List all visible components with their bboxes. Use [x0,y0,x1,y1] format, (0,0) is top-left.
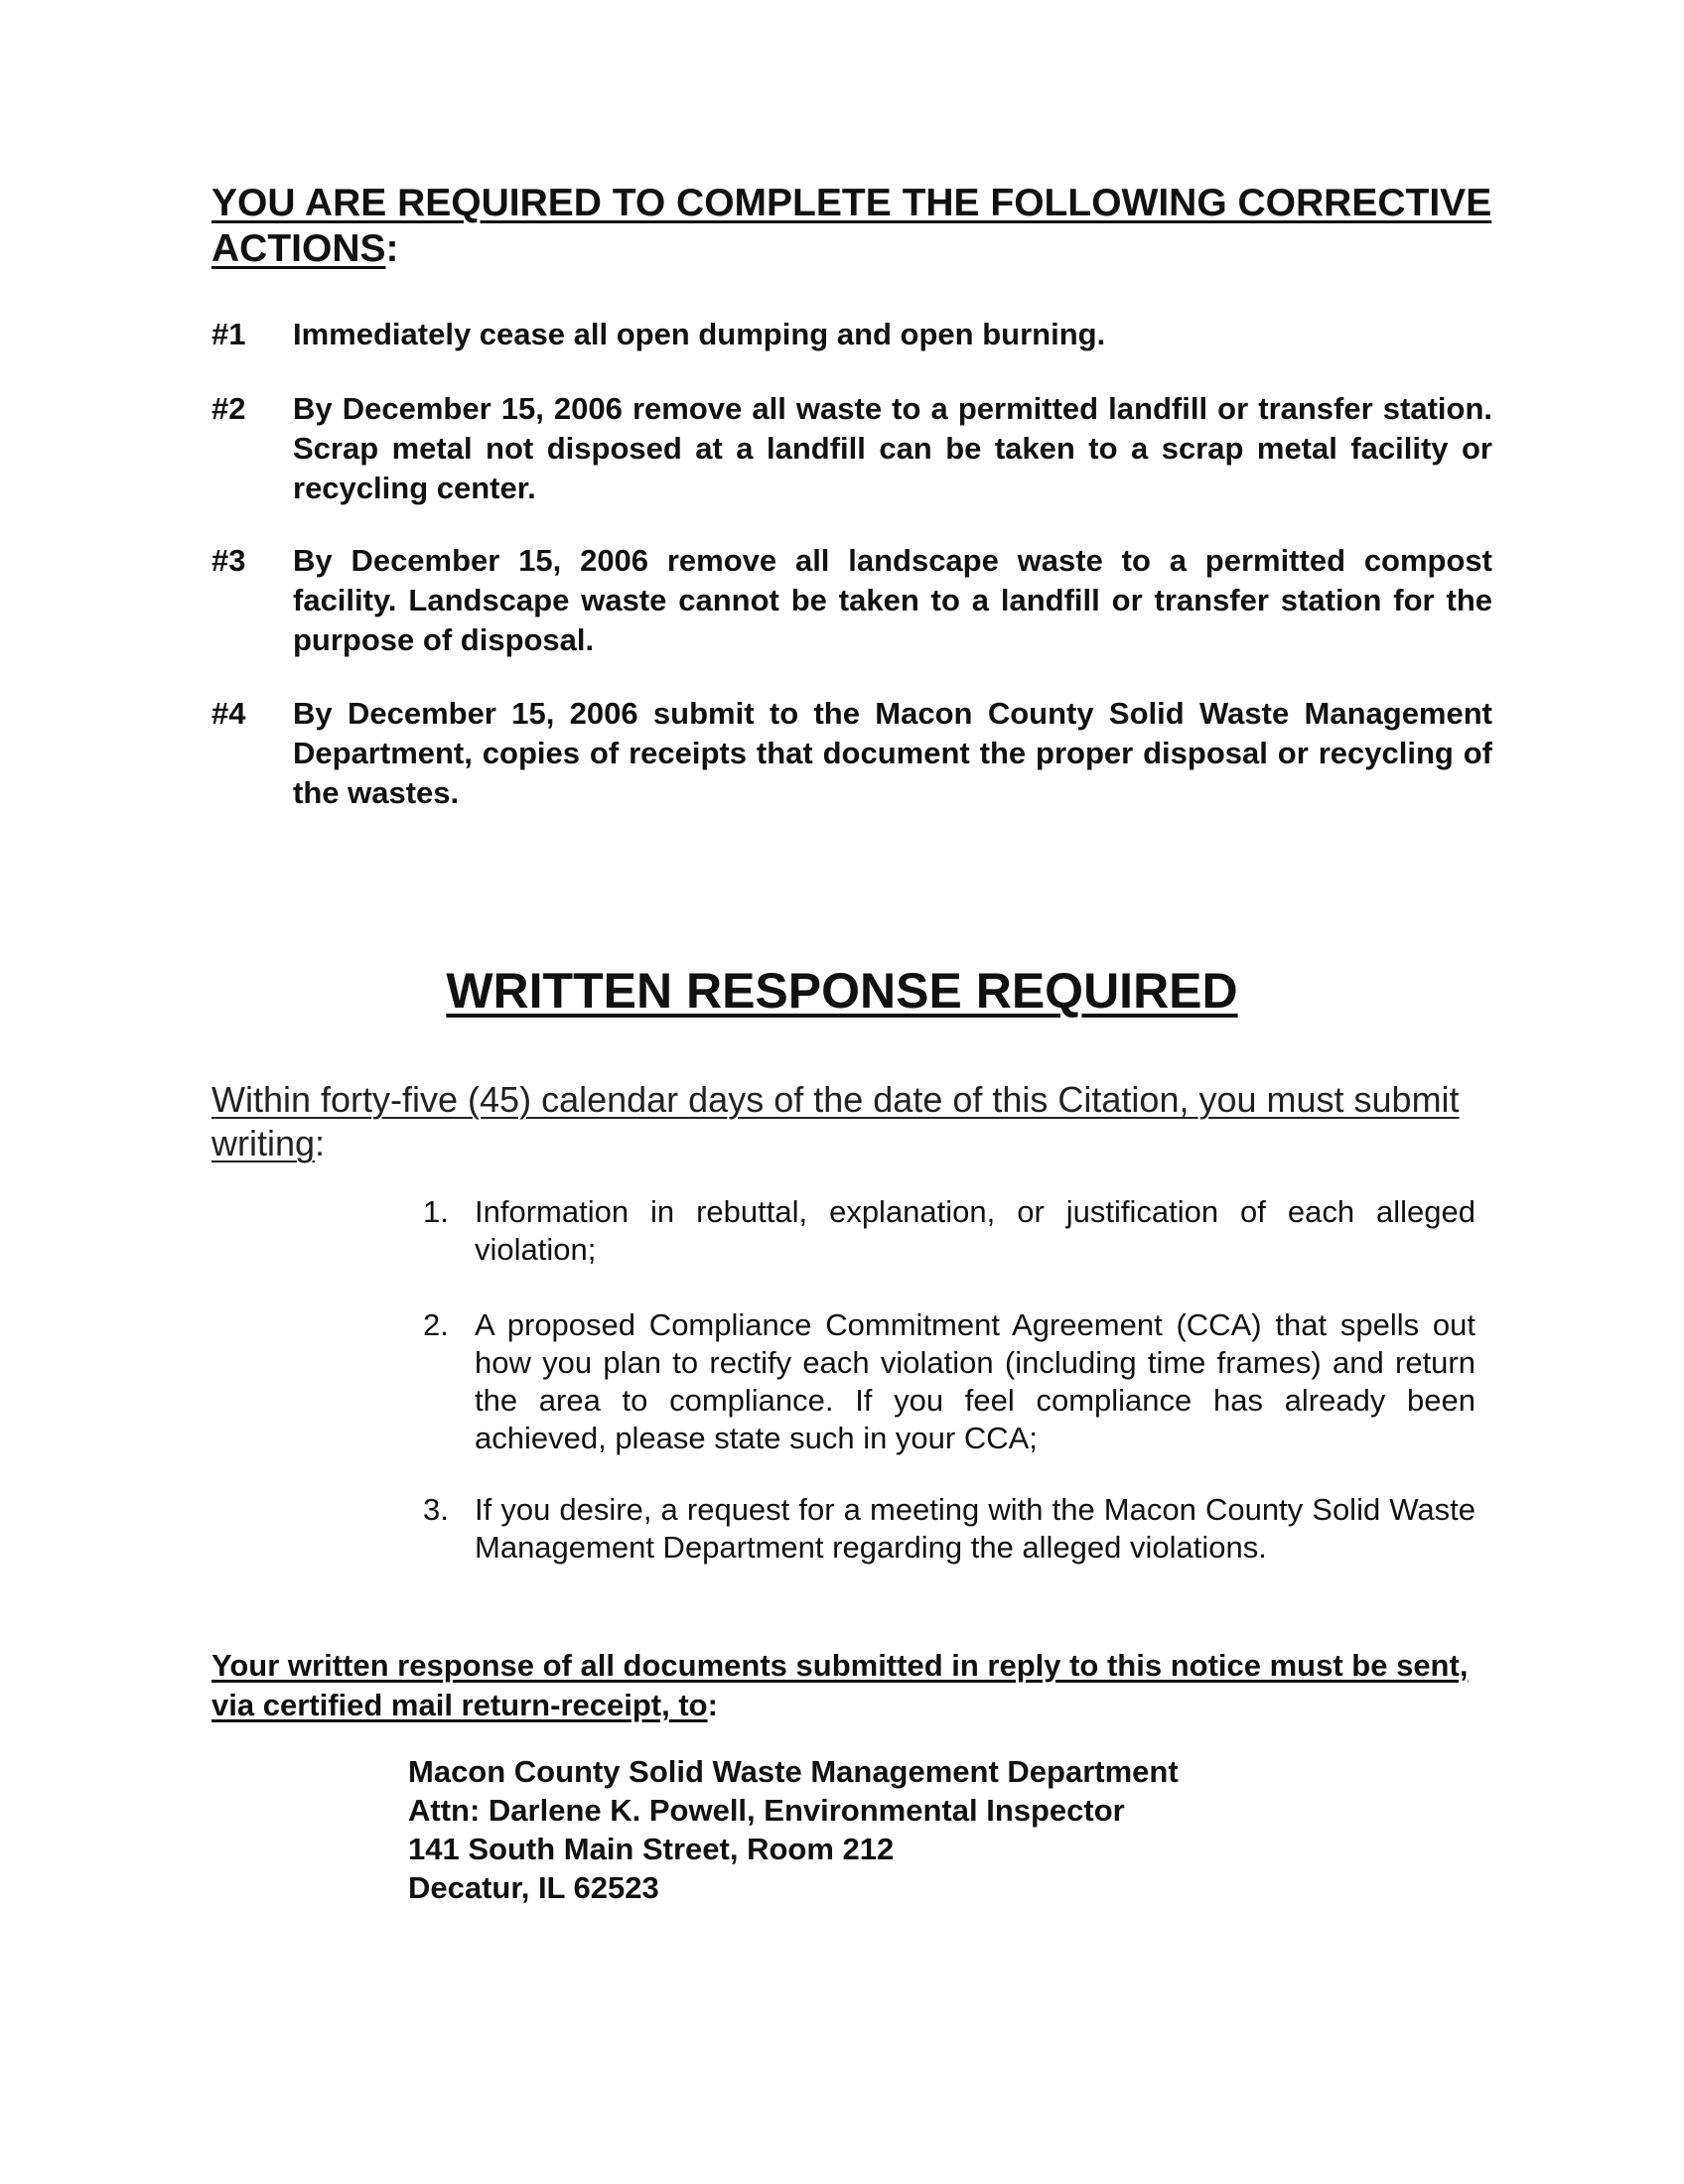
reply-instructions-suffix: : [707,1688,718,1722]
written-response-title-text: WRITTEN RESPONSE REQUIRED [446,963,1238,1019]
corrective-action-number: #4 [211,696,246,731]
response-list-text: If you desire, a request for a meeting with the Macon County Solid Waste Management Department regarding the alleged violations. [475,1492,1475,1565]
corrective-actions-heading-text: YOU ARE REQUIRED TO COMPLETE THE FOLLOWING CORRECTIVE ACTIONS [211,182,1492,270]
corrective-action-text: By December 15, 2006 remove all waste to a permitted landfill or transfer station. Scrap metal not disposed at a landfill can be taken to a scrap metal facility or recycling center. [293,391,1492,505]
response-list-number: 1. [423,1194,449,1229]
written-response-intro-text: Within forty-five (45) calendar days of the date of this Citation, you must submit writing [211,1079,1460,1163]
corrective-action-text: By December 15, 2006 submit to the Macon County Solid Waste Management Department, copies of receipts that document the proper disposal or recycling of the wastes. [293,696,1492,810]
corrective-actions-heading [211,181,1492,272]
written-response-title [0,961,1684,1021]
corrective-actions-heading-suffix: : [385,227,399,270]
written-response-intro [211,1078,1463,1165]
corrective-action-text: Immediately cease all open dumping and open burning. [293,317,1106,351]
address-line-city: Decatur, IL 62523 [408,1870,659,1905]
address-line-department: Macon County Solid Waste Management Department [408,1754,1179,1789]
corrective-action-number: #2 [211,391,246,426]
corrective-action-item [211,389,1492,508]
corrective-action-item [211,541,1492,660]
corrective-action-text: By December 15, 2006 remove all landscape waste to a permitted compost facility. Landscape waste cannot be taken to a landfill or transfer station for the purpose of disposal. [293,543,1492,657]
corrective-action-item [211,694,1492,813]
response-list-number: 2. [423,1307,449,1342]
corrective-action-number: #3 [211,543,246,578]
response-list-item [423,1306,1475,1457]
corrective-action-number: #1 [211,317,246,351]
response-list-text: Information in rebuttal, explanation, or justification of each alleged violation; [475,1194,1475,1267]
response-list-number: 3. [423,1492,449,1527]
mailing-address [408,1752,1401,1907]
corrective-action-item [211,315,1492,354]
address-line-attention: Attn: Darlene K. Powell, Environmental Inspector [408,1793,1125,1828]
reply-instructions-text: Your written response of all documents submitted in reply to this notice must be sent, via certified mail return-receipt, to [211,1648,1469,1722]
written-response-intro-suffix: : [315,1123,326,1163]
response-list-item [423,1491,1475,1567]
response-list-item [423,1193,1475,1269]
reply-instructions [211,1646,1492,1725]
response-list-text: A proposed Compliance Commitment Agreement (CCA) that spells out how you plan to rectify each violation (including time frames) and return the area to compliance. If you feel compliance has already been achieved, please state such in your CCA; [475,1307,1475,1455]
address-line-street: 141 South Main Street, Room 212 [408,1832,895,1866]
